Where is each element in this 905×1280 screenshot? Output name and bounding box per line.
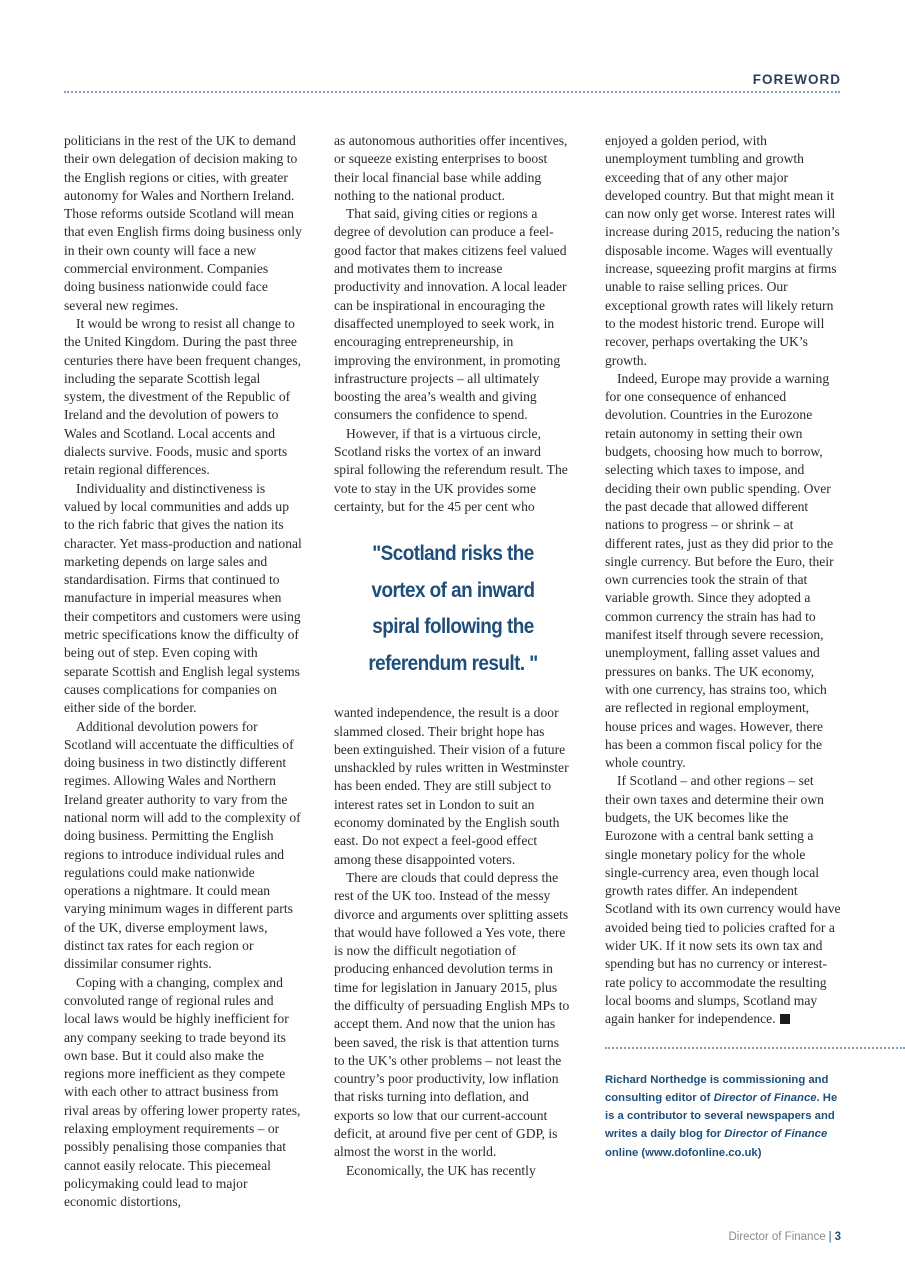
paragraph: Individuality and distinctiveness is valued by local communities and adds up to the rich fabric that gives the nation its character. Yet mass-production and national marketing depends on large sales and standardisation. Firms that continued to manufacture in imperial measures when their competitors and customers were using metric specifications know the difficulty of being out of step. Even coping with separate Scottish and English legal systems causes complications for companies on either side of the border. [64, 480, 302, 716]
paragraph: Coping with a changing, complex and convoluted range of regional rules and local laws would be highly inefficient for any company seeking to trade beyond its own base. But it could also make the regions more inefficient as they compete with each other to attract business from rival areas by offering lower property rates, relaxing employment requirements – or possibly penalising those companies that cannot easily relocate. This piecemeal policymaking could lead to major economic distortions, [64, 974, 301, 1210]
paragraph [605, 772, 841, 1028]
header-divider [64, 91, 840, 93]
footer-publication: Director of Finance [728, 1231, 826, 1243]
paragraph: politicians in the rest of the UK to demand their own delegation of decision making to the English regions or cities, with greater autonomy for Wales and Northern Ireland. Those reforms outside Scotland will mean that even English firms doing business only in their own county will face a new commercial environment. Companies doing business nationwide could face several new regimes. [64, 133, 302, 313]
paragraph-text: If Scotland – and other regions – set their own taxes and determine their own budgets, the UK becomes like the Eurozone with a central bank setting a single monetary policy for the whole single-currency area, even though local growth rates differ. An independent Scotland with its own currency would have avoided being tied to policies crafted for a wider UK. If it now sets its own tax and spending but has no currency or interest-rate policy to accommodate the resulting local booms and slumps, Scotland may again hanker for independence. [605, 773, 841, 1027]
paragraph: There are clouds that could depress the rest of the UK too. Instead of the messy divorce and arguments over splitting assets that would have followed a Yes vote, there is now the difficult negotiation of producing enhanced devolution terms in time for legislation in January 2015, plus the difficulty of persuading English MPs to accept them. And now that the union has been saved, the risk is that attention turns to the UK’s other problems – not least the country’s poor productivity, low inflation that risks turning into deflation, and exports so low that our current-account deficit, at around five per cent of GDP, is almost the worst in the world. [334, 869, 570, 1160]
paragraph: However, if that is a virtuous circle, Scotland risks the vortex of an inward spiral following the referendum result. The vote to stay in the UK provides some certainty, but for the 45 per cent who [334, 425, 568, 514]
paragraph: Additional devolution powers for Scotland will accentuate the difficulties of doing business in two distinctly different regimes. Allowing Wales and Northern Ireland greater authority to vary from the national norm will add to the complexity of doing business. Permitting the English regions to introduce individual rules and regulations could make nationwide operations a nightmare. It could mean varying minimum wages in different parts of the UK, diverse employment laws, distinct tax rates for each region or dissimilar consumer rights. [64, 718, 301, 972]
bio-divider [605, 1047, 905, 1049]
article-column-3 [605, 132, 841, 1162]
article-column-1 [64, 132, 302, 1212]
paragraph: It would be wrong to resist all change to the United Kingdom. During the past three centuries there have been frequent changes, including the separate Scottish legal system, the divestment of the Republic of Ireland and the devolution of powers to Wales and Scotland. Local accents and dialects survive. Foods, music and sports retain regional differences. [64, 315, 302, 478]
paragraph: That said, giving cities or regions a degree of devolution can produce a feel-good factor that makes citizens feel valued and motivates them to increase productivity and innovation. A local leader can be inspirational in encouraging the disaffected unemployed to seek work, in encouraging entrepreneurship, in improving the environment, in promoting infrastructure projects – all ultimately boosting the area’s wealth and giving consumers the confidence to spend. [334, 206, 567, 423]
article-column-2 [334, 132, 572, 1180]
paragraph: enjoyed a golden period, with unemployment tumbling and growth exceeding that of any other major developed country. But that might mean it can now only get worse. Interest rates will increase during 2015, reducing the nation’s disposable income. Wages will eventually increase, squeezing profit margins at firms unable to raise selling prices. Our exceptional growth rates will likely return to the modest historic trend. Europe will recover, perhaps overtaking the UK’s growth. [605, 133, 840, 368]
paragraph: as autonomous authorities offer incentives, or squeeze existing enterprises to boost their local financial base while adding nothing to the national product. [334, 133, 568, 203]
section-label: FOREWORD [752, 72, 841, 87]
paragraph: Economically, the UK has recently [346, 1162, 536, 1178]
paragraph: Indeed, Europe may provide a warning for one consequence of enhanced devolution. Countries in the Eurozone retain autonomy in setting their own budgets, choosing how much to borrow, selecting which taxes to impose, and deciding their own public spending. Over the past decade that allowed different nations to progress – or shrink – at different rates, just as they did prior to the single currency. But before the Euro, their own currencies took the strain of that variable growth. Since they adopted a common currency the strain has had to manifest itself through severe recession, unemployment, falling asset values and pressures on banks. The UK economy, with one currency, has strains too, which are reflected in regional employment, house prices and wages. However, there has been a common fiscal policy for the whole country. [605, 370, 834, 771]
paragraph: wanted independence, the result is a door slammed closed. Their bright hope has been extinguished. Their vision of a future unshackled by rules written in Westminster has been ended. They are still subject to interest rates set in London to suit an economy dominated by the English south east. Do not expect a feel-good effect among these disappointed voters. [334, 705, 569, 867]
bio-text: Richard Northedge is commissioning and consulting editor of [605, 1073, 829, 1104]
publication-name: Director of Finance [724, 1128, 828, 1141]
bio-text: online (www.dofonline.co.uk) [605, 1146, 762, 1159]
bio-text: . He is a contributor to several newspapers and writes a daily blog for [605, 1091, 838, 1141]
publication-name: Director of Finance [713, 1091, 817, 1104]
end-of-article-mark [780, 1014, 790, 1024]
footer-separator: | [828, 1231, 832, 1243]
page-number: 3 [834, 1231, 841, 1243]
pull-quote: "Scotland risks the vortex of an inward spiral following the referendum result. " [368, 542, 538, 675]
page-footer [728, 1231, 841, 1243]
author-bio [605, 1071, 841, 1162]
